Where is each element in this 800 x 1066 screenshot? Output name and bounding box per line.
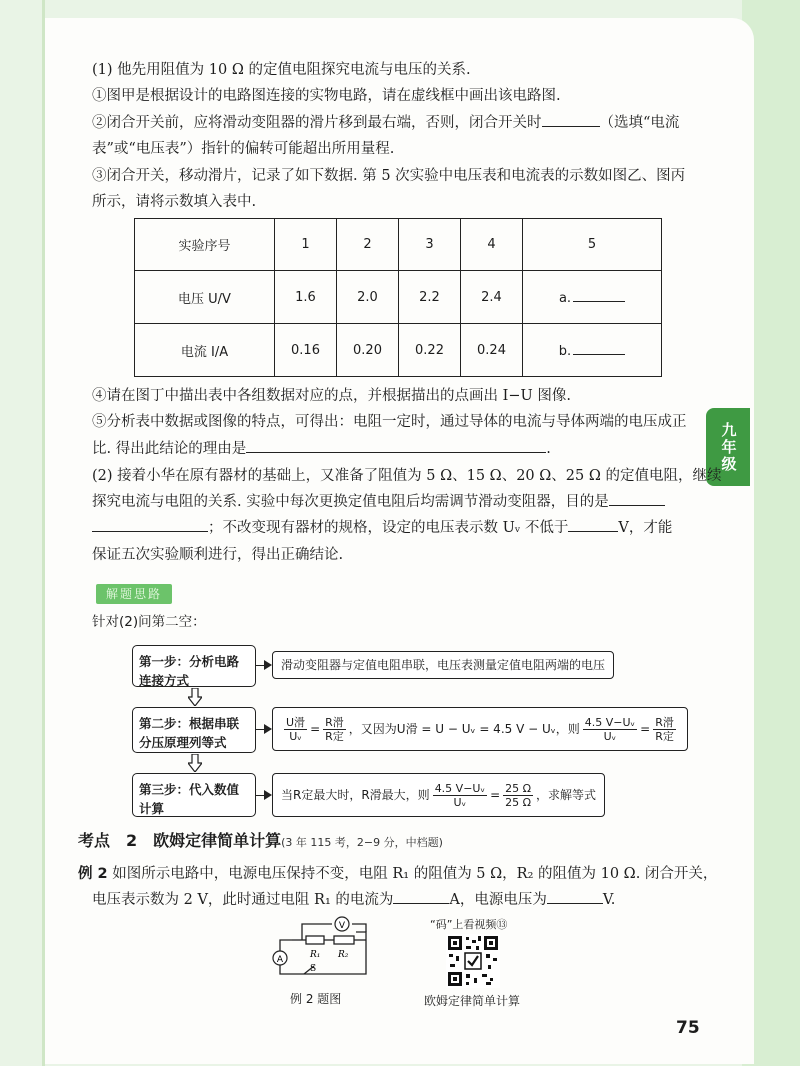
frac-den: R定	[325, 729, 344, 743]
table-header-cell: 5	[523, 219, 662, 271]
figure-caption: 例 2 题图	[290, 992, 342, 1006]
answer-b-blank[interactable]	[573, 341, 625, 355]
part2-purpose-blank-a[interactable]	[609, 492, 665, 506]
r1-label: R₁	[310, 950, 321, 960]
frac-num: R滑	[325, 715, 344, 729]
example2-line2	[92, 890, 615, 910]
answer-a-label: a.	[558, 291, 572, 306]
table-cell: 2.4	[461, 271, 523, 324]
step3-result	[272, 773, 605, 817]
answer-b-label: b.	[558, 344, 572, 359]
equals-sign: =	[640, 722, 651, 736]
table-header-cell: 4	[461, 219, 523, 271]
row-label-current: 电流 I/A	[135, 324, 275, 377]
r2-label: R₂	[338, 950, 349, 960]
step3-text-a: 当R定最大时，R滑最大，则	[281, 788, 430, 802]
q2-answer-blank[interactable]	[542, 113, 600, 127]
part2-line3	[92, 518, 672, 538]
step3-text-b: ，求解等式	[536, 788, 597, 802]
table-cell: 0.22	[399, 324, 461, 377]
table-cell: 2.0	[337, 271, 399, 324]
q5-answer-blank[interactable]	[246, 439, 546, 453]
step1-box: 第一步：分析电路连接方式	[132, 645, 256, 687]
page-left-edge	[42, 0, 45, 1066]
section-heading	[78, 828, 443, 851]
voltage-answer-blank[interactable]	[547, 890, 603, 904]
table-cell: 2.2	[399, 271, 461, 324]
step3-box: 第三步：代入数值计算	[132, 773, 256, 817]
example2-line1	[78, 864, 717, 884]
step2-box: 第二步：根据串联分压原理列等式	[132, 707, 256, 753]
step2-arrow	[256, 729, 270, 730]
table-header-cell: 1	[275, 219, 337, 271]
part1-q2-line	[92, 113, 679, 133]
fraction	[583, 716, 637, 743]
fraction	[653, 716, 676, 743]
part1-q5-a: ⑤分析表中数据或图像的特点，可得出：电阻一定时，通过导体的电流与导体两端的电压成正	[92, 414, 687, 430]
frac-den: Uᵥ	[453, 795, 467, 809]
frac-den: Uᵥ	[603, 729, 617, 743]
ammeter-label: A	[276, 955, 284, 965]
part2-line1: (2) 接着小华在原有器材的基础上，又准备了阻值为 5 Ω、15 Ω、20 Ω、25 Ω 的定值电阻，继续	[92, 468, 722, 484]
current-answer-blank[interactable]	[393, 890, 449, 904]
step1-result: 滑动变阻器与定值电阻串联，电压表测量定值电阻两端的电压	[272, 651, 614, 679]
part2-l3-text: ；不改变现有器材的规格，设定的电压表示数 Uᵥ 不低于	[208, 520, 569, 536]
step1-arrow	[256, 665, 270, 666]
part1-q2-cont: 表”或“电压表”）指针的偏转可能超出所用量程.	[92, 141, 395, 157]
example2-text2a: 电压表示数为 2 V，此时通过电阻 R₁ 的电流为	[92, 892, 394, 908]
frac-den: R定	[655, 729, 674, 743]
table-header-row	[135, 219, 662, 271]
part1-q1: ①图甲是根据设计的电路图连接的实物电路，请在虚线框中画出该电路图.	[92, 88, 561, 104]
fraction	[503, 782, 533, 809]
frac-den: Uᵥ	[289, 729, 302, 743]
table-header-cell: 实验序号	[135, 219, 275, 271]
q2-text-b: （选填“电流	[599, 115, 680, 131]
example2-text2c: V.	[602, 892, 616, 908]
fraction	[284, 716, 307, 743]
table-header-cell: 3	[399, 219, 461, 271]
q2-text-a: ②闭合开关前，应将滑动变阻器的滑片移到最右端，否则，闭合开关时	[92, 115, 542, 131]
table-cell: 0.16	[275, 324, 337, 377]
part2-purpose-blank-b[interactable]	[92, 518, 208, 532]
down-arrow-icon	[188, 688, 202, 706]
switch-label: S	[310, 964, 317, 974]
part1-q3-a: ③闭合开关，移动滑片，记录了如下数据. 第 5 次实验中电压表和电流表的示数如图乙、图丙	[92, 168, 686, 184]
answer-cell-a[interactable]	[523, 271, 662, 324]
part1-q3-b: 所示，请将示数填入表中.	[92, 194, 257, 210]
step3-arrow	[256, 795, 270, 796]
frac-num: 4.5 V−Uᵥ	[584, 715, 636, 729]
voltmeter-label: V	[338, 921, 346, 931]
frac-num: 25 Ω	[505, 781, 532, 795]
down-arrow-icon	[188, 754, 202, 772]
step2-middle-text: ，又因为U滑 = U − Uᵥ = 4.5 V − Uᵥ，则	[348, 722, 580, 736]
part2-line2	[92, 492, 665, 512]
frac-num: 4.5 V−Uᵥ	[434, 781, 486, 795]
answer-a-blank[interactable]	[573, 288, 625, 302]
equals-sign: =	[310, 722, 321, 736]
q5-text: 比. 得出此结论的理由是	[92, 441, 247, 457]
table-cell: 0.20	[337, 324, 399, 377]
data-table	[134, 218, 662, 377]
row-label-voltage: 电压 U/V	[135, 271, 275, 324]
table-header-cell: 2	[337, 219, 399, 271]
fraction	[433, 782, 487, 809]
video-label: “码”上看视频⑬	[430, 918, 508, 931]
video-caption: 欧姆定律简单计算	[424, 994, 521, 1008]
step2-result	[272, 707, 688, 751]
qr-code-icon[interactable]	[446, 934, 500, 988]
part2-l3-end: V，才能	[618, 520, 673, 536]
table-row-current	[135, 324, 662, 377]
example2-text2b: A，电源电压为	[449, 892, 547, 908]
frac-num: R滑	[655, 715, 674, 729]
part1-intro: (1) 他先用阻值为 10 Ω 的定值电阻探究电流与电压的关系.	[92, 62, 471, 78]
table-row-voltage	[135, 271, 662, 324]
part1-q4: ④请在图丁中描出表中各组数据对应的点，并根据描出的点画出 I−U 图像.	[92, 388, 571, 404]
frac-den: 25 Ω	[505, 795, 532, 809]
fraction	[323, 716, 346, 743]
example-label: 例 2	[78, 866, 108, 882]
equals-sign: =	[490, 788, 501, 802]
section-subtitle: (3 年 115 考，2−9 分，中档题)	[281, 836, 443, 849]
table-cell: 1.6	[275, 271, 337, 324]
example2-text1: 如图所示电路中，电源电压保持不变，电阻 R₁ 的阻值为 5 Ω，R₂ 的阻值为 10 Ω. 闭合开关，	[112, 866, 718, 882]
circuit-diagram	[262, 916, 374, 980]
table-cell: 0.24	[461, 324, 523, 377]
part2-line4: 保证五次实验顺利进行，得出正确结论.	[92, 547, 344, 563]
q5-end: .	[546, 441, 551, 457]
grade-tab[interactable]: 九年级	[706, 408, 750, 486]
frac-num: U滑	[286, 715, 306, 729]
solution-tag: 解题思路	[96, 584, 172, 604]
answer-cell-b[interactable]	[523, 324, 662, 377]
part2-l2-text: 探究电流与电阻的关系. 实验中每次更换定值电阻后均需调节滑动变阻器，目的是	[92, 494, 609, 510]
section-title: 考点 2 欧姆定律简单计算	[78, 831, 282, 850]
part1-q5-b-line	[92, 439, 551, 459]
part2-voltage-blank[interactable]	[568, 518, 618, 532]
solution-target: 针对(2)问第二空：	[92, 614, 206, 630]
page-number: 75	[676, 1018, 700, 1038]
